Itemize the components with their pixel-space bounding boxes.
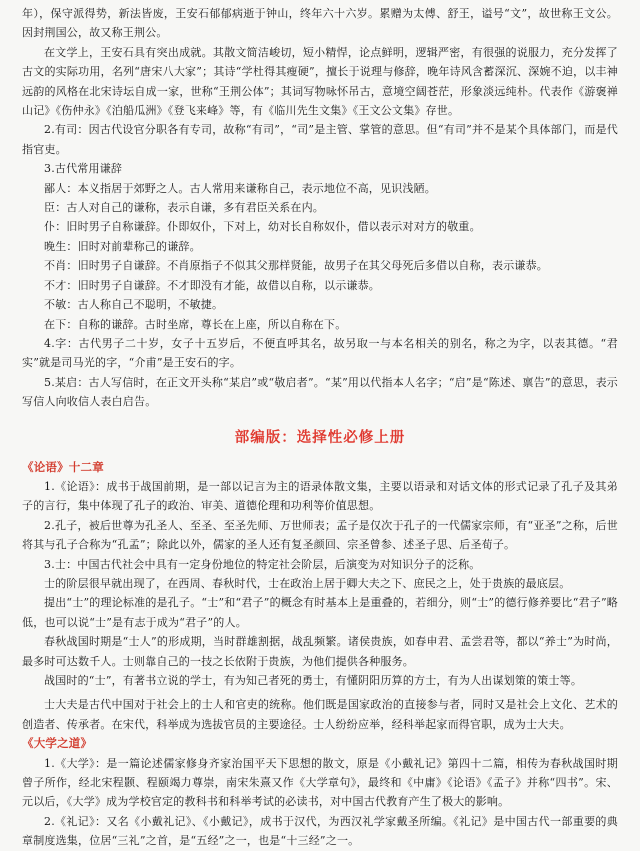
list-item: 仆：旧时男子自称谦辞。仆即奴仆，下对上，幼对长自称奴仆，借以表示对对方的敬重。 — [44, 220, 481, 234]
paragraph: 1.《大学》：是一篇论述儒家修身齐家治国平天下思想的散文，原是《小戴礼记》第四十二篇，相传为春秋战国时期曾子所作，经北宋程颢、程颐竭力尊崇，南宋朱熹又作《大学章句》，最终和《中庸》《论语》《孟子》并称“四书”。宋、元以后，《大学》成为学校官定的教科书和科举考试的必读书，对中国古代教育产生了极大的影响。 — [22, 756, 618, 809]
paragraph: 战国时的“士”，有著书立说的学士，有为知己者死的勇士，有懂阴阳历算的方士，有为人出谋划策的策士等。 — [44, 674, 583, 687]
list-item: 臣：古人对自己的谦称，表示自谦，多有君臣关系在内。 — [44, 201, 324, 215]
paragraph: 2.有司：因古代设官分职各有专司，故称“有司”，“司”是主管、掌管的意思。但“有司”并不是某个具体部门，而是代指官吏。 — [22, 123, 618, 156]
paragraph: 3.士：中国古代社会中具有一定身份地位的特定社会阶层，后演变为对知识分子的泛称。 — [44, 557, 481, 571]
section-title: 部编版：选择性必修上册 — [234, 429, 406, 446]
paragraph: 5.某启：古人写信时，在正文开头称“某启”或“敬启者”。“某”用以代指本人名字；“启”是“陈述、禀告”的意思，表示写信人向收信人表白启告。 — [22, 375, 618, 409]
list-item: 不敏：古人称自己不聪明，不敏捷。 — [44, 298, 224, 312]
paragraph: 4.字：古代男子二十岁，女子十五岁后，不便直呼其名，故另取一与本名相关的别名，称之为字，以表其德。“君实”就是司马光的字，“介甫”是王安石的字。 — [22, 336, 618, 370]
paragraph: 在文学上，王安石具有突出成就。其散文简洁峻切，短小精悍，论点鲜明，逻辑严密，有很强的说服力，充分发挥了古文的实际功用，名列“唐宋八大家”；其诗“学杜得其瘦硬”，擅长于说理与修辞，晚年诗风含蓄深沉、深婉不迫，以丰神远韵的风格在北宋诗坛自成一家，世称“王荆公体”；其词写物咏怀吊古，意境空阔苍茫，形象淡远纯朴。代表作《游褒禅山记》《伤仲永》《泊船瓜洲》《登飞来峰》等，有《临川先生文集》《王文公文集》存世。 — [22, 45, 618, 118]
list-item: 晚生：旧时对前辈称己的谦辞。 — [44, 239, 201, 253]
paragraph: 春秋战国时期是“士人”的形成期，当时群雄割据，战乱频繁。诸侯贵族，如春申君、孟尝君等，都以“养士”为时尚，最多时可达数千人。士则靠自己的一技之长依附于贵族，为他们提供各种服务。 — [22, 635, 618, 668]
list-item: 鄙人：本义指居于郊野之人。古人常用来谦称自己，表示地位不高，见识浅陋。 — [44, 181, 436, 195]
paragraph: 提出“士”的理论标准的是孔子。“士”和“君子”的概念有时基本上是重叠的，若细分，则“士”的德行修养要比“君子”略低，也可以说“士”是有志于成为“君子”的人。 — [22, 596, 618, 629]
subsection-heading-daxue: 《大学之道》 — [22, 736, 93, 751]
subsection-heading-lunyu: 《论语》十二章 — [22, 459, 104, 474]
list-item: 不才：旧时男子自谦辞。不才即没有才能，故借以自称，以示谦恭。 — [44, 278, 380, 292]
paragraph: 1.《论语》：成书于战国前期，是一部以记言为主的语录体散文集，主要以语录和对话文体的形式记录了孔子及其弟子的言行，集中体现了孔子的政治、审美、道德伦理和功利等价值思想。 — [22, 479, 618, 513]
paragraph: 2.孔子，被后世尊为孔圣人、至圣、至圣先师、万世师表；孟子是仅次于孔子的一代儒家宗师，有“亚圣”之称，后世将其与孔子合称为“孔孟”；除此以外，儒家的圣人还有复圣颜回、宗圣曾参、述圣子思、后圣荀子。 — [22, 518, 618, 552]
paragraph: 士的阶层很早就出现了，在西周、春秋时代，士在政治上居于卿大夫之下、庶民之上，处于贵族的最底层。 — [44, 576, 571, 590]
paragraph: 士大夫是古代中国对于社会上的士人和官吏的统称。他们既是国家政治的直接参与者，同时又是社会上文化、艺术的创造者、传承者。在宋代，科举成为选拔官员的主要途径。士人纷纷应举，经科举起家而得官职，成为士大夫。 — [22, 698, 618, 731]
list-item: 在下：自称的谦辞。古时坐席，尊长在上座，所以自称在下。 — [44, 317, 347, 331]
list-item: 不肖：旧时男子自谦辞。不肖原指子不似其父那样贤能，故男子在其父母死后多借以自称，表示谦恭。 — [44, 259, 548, 273]
paragraph: 年），保守派得势，新法皆废，王安石郁郁病逝于钟山，终年六十六岁。累赠为太傅、舒王，谥号“文”，故世称王文公。因封荆国公，故又称王荆公。 — [22, 7, 618, 40]
paragraph: 2.《礼记》：又名《小戴礼记》、《小戴记》，成书于汉代，为西汉礼学家戴圣所编。《礼记》是中国古代一部重要的典章制度选集，位居“三礼”之首，是“五经”之一，也是“十三经”之一。 — [22, 814, 618, 848]
list-heading: 3.古代常用谦辞 — [44, 162, 123, 176]
